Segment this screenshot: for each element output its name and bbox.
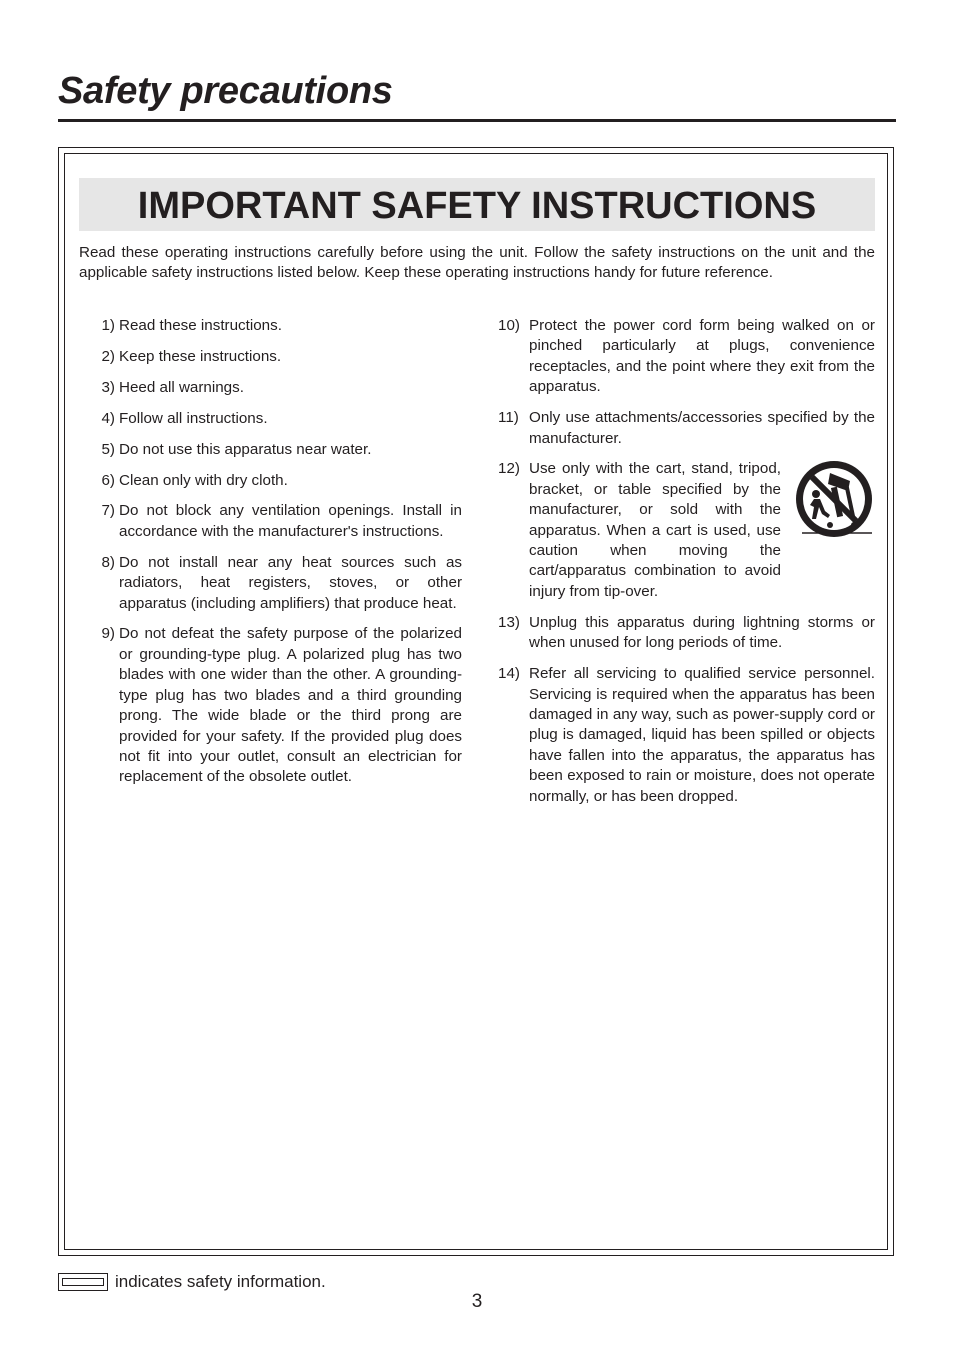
instruction-item [498,664,875,807]
instruction-text: Clean only with dry cloth. [119,471,288,489]
instruction-item [88,624,462,787]
instruction-number: 13) [498,613,520,631]
instruction-number: 8) [101,553,115,571]
instruction-item [498,459,875,602]
instruction-text: Do not install near any heat sources such as radiators, heat registers, stoves, or other apparatus (including amplifiers) that produce heat. [119,553,462,612]
instruction-number: 12) [498,460,520,478]
instruction-item [88,440,462,460]
intro-paragraph: Read these operating instructions carefully before using the unit. Follow the safety instructions on the unit and the applicable safety instructions listed below. Keep these operating instructions handy for future reference. [79,244,875,282]
footer-note [58,1272,326,1292]
instructions-banner [79,178,875,231]
instruction-number: 10) [498,317,520,334]
instruction-text: Do not use this apparatus near water. [119,440,372,458]
instruction-item [88,409,462,429]
instruction-item [88,553,462,614]
page-title: Safety precautions [58,70,393,112]
instruction-number: 6) [101,471,115,489]
instruction-number: 14) [498,665,520,683]
instruction-text: Do not block any ventilation openings. Install in accordance with the manufacturer's instructions. [119,502,462,540]
instruction-number: 11) [498,409,519,427]
instruction-text: Heed all warnings. [119,378,244,396]
instruction-item [88,378,462,398]
instruction-text: Do not defeat the safety purpose of the polarized or grounding-type plug. A polarized plug has two blades with one wider than the other. A grounding-type plug has two blades and a third grounding prong. The wide blade or the third prong are provided for your safety. If the provided plug does not fit into your outlet, consult an electrician for replacement of the obsolete outlet. [119,625,462,786]
instructions-right-column [498,316,875,817]
instruction-number: 7) [101,502,115,520]
instruction-item [498,316,875,398]
instruction-number: 2) [101,347,115,365]
instruction-number: 5) [101,440,115,458]
title-rule [58,119,896,122]
instruction-item [498,613,875,654]
instruction-text: Keep these instructions. [119,347,282,365]
safety-information-symbol-icon [58,1273,108,1291]
instruction-text: Protect the power cord form being walked on or pinched particularly at plugs, convenience receptacles, and the point where they exit from the apparatus. [529,317,875,396]
instruction-text: Only use attachments/accessories specified by the manufacturer. [529,409,875,447]
instruction-item [88,347,462,367]
instructions-left-column [88,316,462,798]
instruction-text: Read these instructions. [119,317,282,334]
instruction-text: Refer all servicing to qualified service personnel. Servicing is required when the apparatus has been damaged in any way, such as power-supply cord or plug is damaged, liquid has been spilled or objects have fallen into the apparatus, the apparatus has been exposed to rain or moisture, does not operate normally, or has been dropped. [529,665,875,805]
banner-title: IMPORTANT SAFETY INSTRUCTIONS [137,185,817,227]
instruction-item [88,316,462,336]
instruction-number: 4) [101,409,115,427]
cart-tip-over-warning-icon [792,457,876,541]
instruction-text: Unplug this apparatus during lightning storms or when unused for long periods of time. [529,613,875,652]
instruction-item [88,501,462,542]
footer-note-text: indicates safety information. [115,1272,326,1291]
instruction-item [88,471,462,491]
instruction-number: 1) [101,317,115,334]
instruction-item [498,408,875,449]
instruction-number: 3) [101,378,115,396]
instruction-number: 9) [101,625,115,643]
instruction-text: Use only with the cart, stand, tripod, bracket, or table specified by the manufacturer, or sold with the apparatus. When a cart is used, use caution when moving the cart/apparatus combination to avoid injury from tip-over. [529,460,781,600]
page-number: 3 [471,1291,483,1312]
instruction-text: Follow all instructions. [119,409,268,427]
